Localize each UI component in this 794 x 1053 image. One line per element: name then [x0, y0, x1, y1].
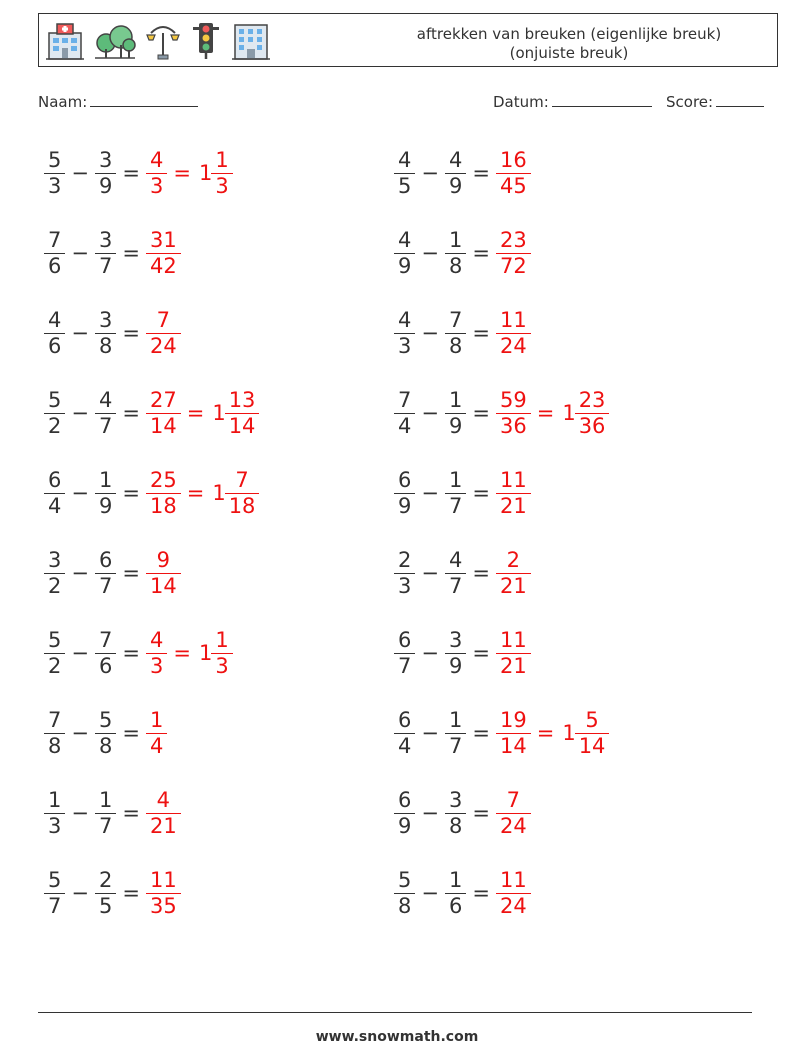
answer-fraction-numerator: 2 [506, 547, 521, 572]
answer-fraction [148, 148, 165, 199]
first-fraction-numerator: 5 [48, 147, 62, 172]
problem-18 [394, 781, 531, 845]
minus-sign: − [71, 561, 89, 585]
second-fraction-denominator: 7 [95, 813, 116, 839]
minus-sign: − [421, 401, 439, 425]
first-fraction [396, 228, 413, 279]
first-fraction-denominator: 9 [394, 493, 415, 519]
second-fraction-denominator: 8 [445, 253, 466, 279]
mixed-fraction-denominator: 36 [575, 413, 610, 439]
footer-url: www.snowmath.com [315, 1029, 479, 1045]
first-fraction-numerator: 5 [48, 387, 62, 412]
second-fraction-denominator: 7 [95, 573, 116, 599]
problem-1 [44, 141, 233, 205]
answer-fraction [148, 388, 179, 439]
problem-3 [44, 221, 181, 285]
first-fraction [396, 468, 413, 519]
second-fraction-numerator: 3 [448, 787, 463, 812]
first-fraction-denominator: 2 [44, 413, 65, 439]
second-fraction [97, 228, 114, 279]
second-fraction-denominator: 7 [95, 413, 116, 439]
answer-fraction [498, 868, 529, 919]
mixed-fraction-numerator: 1 [215, 627, 229, 652]
first-fraction [46, 628, 63, 679]
first-fraction [396, 148, 413, 199]
first-fraction-denominator: 3 [44, 813, 65, 839]
score-blank[interactable] [716, 92, 764, 107]
answer-fraction-denominator: 14 [146, 413, 181, 439]
answer-fraction-numerator: 59 [499, 387, 527, 412]
problem-10 [394, 461, 531, 525]
answer-fraction-denominator: 3 [146, 173, 167, 199]
first-fraction-denominator: 6 [44, 333, 65, 359]
answer-fraction-denominator: 21 [146, 813, 181, 839]
first-fraction-numerator: 4 [398, 307, 412, 332]
minus-sign: − [71, 241, 89, 265]
first-fraction-numerator: 6 [398, 627, 412, 652]
answer-fraction-numerator: 7 [156, 307, 171, 332]
answer-fraction [148, 628, 165, 679]
minus-sign: − [421, 721, 439, 745]
first-fraction-denominator: 9 [394, 813, 415, 839]
problem-17 [44, 781, 181, 845]
problem-15 [44, 701, 167, 765]
problem-13 [44, 621, 233, 685]
answer-fraction-denominator: 14 [146, 573, 181, 599]
answer-fraction-denominator: 24 [496, 893, 531, 919]
answer-fraction [148, 788, 179, 839]
second-fraction-numerator: 1 [98, 787, 113, 812]
worksheet-title [389, 25, 749, 63]
second-fraction [447, 388, 464, 439]
mixed-fraction-denominator: 14 [575, 733, 610, 759]
second-fraction-numerator: 6 [98, 547, 113, 572]
problem-4 [394, 221, 531, 285]
mixed-equals-sign: = [536, 721, 555, 745]
answer-fraction [148, 548, 179, 599]
mixed-fraction-denominator: 14 [225, 413, 260, 439]
minus-sign: − [71, 721, 89, 745]
first-fraction-denominator: 8 [394, 893, 415, 919]
first-fraction [46, 788, 63, 839]
equals-sign: = [472, 321, 490, 345]
mixed-fraction-numerator: 7 [235, 467, 249, 492]
answer-fraction-denominator: 35 [146, 893, 181, 919]
answer-fraction [148, 708, 165, 759]
first-fraction-denominator: 8 [44, 733, 65, 759]
problem-2 [394, 141, 531, 205]
second-fraction [97, 148, 114, 199]
minus-sign: − [71, 321, 89, 345]
second-fraction-numerator: 1 [448, 467, 463, 492]
first-fraction [396, 628, 413, 679]
answer-fraction-numerator: 23 [499, 227, 527, 252]
first-fraction-numerator: 6 [48, 467, 62, 492]
mixed-fraction-denominator: 3 [211, 653, 232, 679]
second-fraction-numerator: 1 [448, 227, 463, 252]
equals-sign: = [472, 481, 490, 505]
answer-fraction [498, 708, 529, 759]
first-fraction-numerator: 7 [48, 707, 62, 732]
first-fraction-denominator: 7 [394, 653, 415, 679]
first-fraction [396, 308, 413, 359]
mixed-whole-part: 1 [198, 641, 213, 665]
minus-sign: − [421, 561, 439, 585]
second-fraction [97, 708, 114, 759]
second-fraction [97, 468, 114, 519]
answer-fraction-numerator: 1 [149, 707, 164, 732]
name-blank[interactable] [90, 92, 198, 107]
second-fraction-denominator: 7 [445, 733, 466, 759]
minus-sign: − [421, 241, 439, 265]
mixed-fraction-numerator: 13 [228, 387, 256, 412]
answer-fraction-numerator: 11 [499, 307, 527, 332]
first-fraction-numerator: 5 [398, 867, 412, 892]
mixed-equals-sign: = [186, 481, 205, 505]
equals-sign: = [122, 241, 140, 265]
first-fraction [46, 308, 63, 359]
answer-fraction-numerator: 19 [499, 707, 527, 732]
equals-sign: = [122, 641, 140, 665]
equals-sign: = [472, 401, 490, 425]
second-fraction-denominator: 9 [445, 653, 466, 679]
traffic-light-icon [189, 21, 223, 61]
answer-fraction-numerator: 11 [149, 867, 177, 892]
first-fraction-numerator: 3 [48, 547, 62, 572]
minus-sign: − [421, 481, 439, 505]
footer-divider [38, 1012, 752, 1013]
minus-sign: − [71, 401, 89, 425]
mixed-fraction [213, 148, 230, 199]
second-fraction-numerator: 3 [98, 227, 113, 252]
first-fraction [46, 708, 63, 759]
first-fraction-numerator: 6 [398, 787, 412, 812]
answer-fraction [498, 628, 529, 679]
first-fraction [396, 708, 413, 759]
second-fraction-numerator: 3 [448, 627, 463, 652]
answer-fraction [498, 308, 529, 359]
first-fraction [396, 868, 413, 919]
second-fraction-numerator: 1 [448, 867, 463, 892]
minus-sign: − [71, 801, 89, 825]
first-fraction [396, 548, 413, 599]
answer-fraction-numerator: 16 [499, 147, 527, 172]
second-fraction-denominator: 9 [95, 173, 116, 199]
mixed-whole-part: 1 [562, 721, 576, 745]
equals-sign: = [122, 161, 140, 185]
first-fraction-numerator: 6 [398, 707, 412, 732]
second-fraction [97, 308, 114, 359]
second-fraction-denominator: 9 [445, 413, 466, 439]
problem-8 [394, 381, 609, 445]
answer-fraction-numerator: 11 [499, 867, 527, 892]
first-fraction-denominator: 9 [394, 253, 415, 279]
answer-fraction-denominator: 24 [496, 813, 531, 839]
answer-fraction-numerator: 4 [156, 787, 171, 812]
second-fraction-denominator: 6 [445, 893, 466, 919]
header-icons [45, 20, 271, 62]
first-fraction-numerator: 6 [398, 467, 412, 492]
date-blank[interactable] [552, 92, 652, 107]
answer-fraction-denominator: 72 [496, 253, 531, 279]
second-fraction-numerator: 3 [98, 307, 113, 332]
first-fraction [46, 468, 63, 519]
equals-sign: = [122, 561, 140, 585]
second-fraction [97, 868, 114, 919]
answer-fraction-denominator: 42 [146, 253, 181, 279]
first-fraction-numerator: 7 [398, 387, 412, 412]
mixed-fraction-numerator: 1 [215, 147, 229, 172]
answer-fraction-numerator: 25 [149, 467, 177, 492]
second-fraction [97, 548, 114, 599]
equals-sign: = [472, 641, 490, 665]
equals-sign: = [122, 481, 140, 505]
problem-19 [44, 861, 181, 925]
answer-fraction [498, 228, 529, 279]
equals-sign: = [122, 801, 140, 825]
first-fraction [46, 548, 63, 599]
second-fraction-denominator: 6 [95, 653, 116, 679]
problem-20 [394, 861, 531, 925]
mixed-fraction-numerator: 23 [578, 387, 606, 412]
first-fraction-denominator: 5 [394, 173, 415, 199]
mixed-fraction-numerator: 5 [585, 707, 599, 732]
mixed-whole-part: 1 [212, 401, 226, 425]
mixed-whole-part: 1 [562, 401, 576, 425]
date-label: Datum: [493, 93, 549, 111]
office-building-icon [231, 21, 271, 61]
second-fraction [447, 308, 464, 359]
first-fraction-denominator: 2 [44, 653, 65, 679]
second-fraction-denominator: 8 [445, 333, 466, 359]
problem-16 [394, 701, 609, 765]
score-label: Score: [666, 93, 714, 111]
problem-12 [394, 541, 531, 605]
second-fraction [447, 148, 464, 199]
mixed-fraction-denominator: 18 [225, 493, 260, 519]
answer-fraction-denominator: 18 [146, 493, 181, 519]
second-fraction-denominator: 7 [445, 573, 466, 599]
answer-fraction [148, 468, 179, 519]
answer-fraction-denominator: 45 [496, 173, 531, 199]
mixed-equals-sign: = [186, 401, 205, 425]
answer-fraction [148, 308, 179, 359]
title-line-2: (onjuiste breuk) [509, 44, 629, 62]
answer-fraction-denominator: 21 [496, 653, 531, 679]
first-fraction-numerator: 5 [48, 867, 62, 892]
equals-sign: = [122, 321, 140, 345]
mixed-whole-part: 1 [198, 161, 213, 185]
first-fraction [46, 868, 63, 919]
answer-fraction-denominator: 24 [496, 333, 531, 359]
answer-fraction [498, 148, 529, 199]
answer-fraction-denominator: 14 [496, 733, 531, 759]
mixed-fraction [227, 388, 258, 439]
answer-fraction-denominator: 24 [146, 333, 181, 359]
second-fraction-denominator: 5 [95, 893, 116, 919]
second-fraction [97, 788, 114, 839]
minus-sign: − [71, 481, 89, 505]
first-fraction-numerator: 7 [48, 227, 62, 252]
problem-6 [394, 301, 531, 365]
first-fraction [396, 388, 413, 439]
equals-sign: = [122, 401, 140, 425]
second-fraction-numerator: 4 [98, 387, 113, 412]
problem-7 [44, 381, 259, 445]
first-fraction-numerator: 4 [48, 307, 62, 332]
minus-sign: − [421, 641, 439, 665]
answer-fraction-numerator: 31 [149, 227, 177, 252]
first-fraction-numerator: 1 [48, 787, 62, 812]
mixed-equals-sign: = [173, 641, 191, 665]
name-label: Naam: [38, 93, 88, 111]
street-lamp-icon [145, 21, 181, 61]
mixed-fraction [227, 468, 258, 519]
second-fraction-denominator: 7 [445, 493, 466, 519]
answer-fraction-denominator: 4 [146, 733, 167, 759]
second-fraction-numerator: 5 [98, 707, 113, 732]
minus-sign: − [421, 801, 439, 825]
second-fraction-numerator: 3 [98, 147, 113, 172]
answer-fraction-numerator: 11 [499, 467, 527, 492]
problem-5 [44, 301, 181, 365]
equals-sign: = [472, 801, 490, 825]
first-fraction-numerator: 5 [48, 627, 62, 652]
name-field [38, 92, 198, 111]
first-fraction-numerator: 2 [398, 547, 412, 572]
second-fraction-numerator: 4 [448, 547, 463, 572]
first-fraction [46, 388, 63, 439]
first-fraction-denominator: 2 [44, 573, 65, 599]
answer-fraction [498, 548, 529, 599]
second-fraction-numerator: 7 [448, 307, 463, 332]
answer-fraction-numerator: 27 [149, 387, 177, 412]
answer-fraction-numerator: 4 [149, 147, 164, 172]
answer-fraction-denominator: 21 [496, 493, 531, 519]
second-fraction [447, 468, 464, 519]
second-fraction [97, 628, 114, 679]
minus-sign: − [421, 881, 439, 905]
first-fraction [46, 228, 63, 279]
first-fraction [396, 788, 413, 839]
mixed-fraction [213, 628, 230, 679]
header-box [38, 13, 778, 67]
second-fraction-denominator: 8 [95, 733, 116, 759]
second-fraction [447, 708, 464, 759]
first-fraction-denominator: 7 [44, 893, 65, 919]
answer-fraction [498, 388, 529, 439]
mixed-fraction [577, 708, 608, 759]
problem-14 [394, 621, 531, 685]
first-fraction-denominator: 4 [394, 413, 415, 439]
second-fraction-numerator: 7 [98, 627, 113, 652]
second-fraction-numerator: 1 [98, 467, 113, 492]
second-fraction-numerator: 1 [448, 707, 463, 732]
second-fraction [447, 228, 464, 279]
minus-sign: − [421, 161, 439, 185]
mixed-fraction [577, 388, 608, 439]
equals-sign: = [472, 561, 490, 585]
second-fraction [447, 868, 464, 919]
second-fraction [447, 548, 464, 599]
second-fraction [447, 628, 464, 679]
equals-sign: = [472, 241, 490, 265]
answer-fraction-numerator: 4 [149, 627, 164, 652]
equals-sign: = [472, 881, 490, 905]
mixed-whole-part: 1 [212, 481, 226, 505]
second-fraction-denominator: 9 [95, 493, 116, 519]
mixed-equals-sign: = [536, 401, 555, 425]
answer-fraction-numerator: 11 [499, 627, 527, 652]
first-fraction-denominator: 6 [44, 253, 65, 279]
mixed-fraction-denominator: 3 [211, 173, 232, 199]
trees-icon [93, 21, 137, 61]
mixed-equals-sign: = [173, 161, 191, 185]
equals-sign: = [472, 161, 490, 185]
first-fraction-denominator: 3 [44, 173, 65, 199]
second-fraction-denominator: 8 [445, 813, 466, 839]
second-fraction [447, 788, 464, 839]
second-fraction-denominator: 7 [95, 253, 116, 279]
hospital-icon [45, 21, 85, 61]
first-fraction-numerator: 4 [398, 227, 412, 252]
second-fraction-numerator: 1 [448, 387, 463, 412]
answer-fraction-denominator: 36 [496, 413, 531, 439]
second-fraction-numerator: 4 [448, 147, 463, 172]
first-fraction-denominator: 4 [394, 733, 415, 759]
second-fraction-denominator: 9 [445, 173, 466, 199]
minus-sign: − [71, 881, 89, 905]
equals-sign: = [122, 881, 140, 905]
first-fraction-denominator: 3 [394, 333, 415, 359]
second-fraction-numerator: 2 [98, 867, 113, 892]
minus-sign: − [71, 161, 89, 185]
answer-fraction-numerator: 9 [156, 547, 171, 572]
date-field [493, 92, 652, 111]
second-fraction-denominator: 8 [95, 333, 116, 359]
answer-fraction [498, 468, 529, 519]
title-line-1: aftrekken van breuken (eigenlijke breuk) [416, 25, 722, 43]
answer-fraction [498, 788, 529, 839]
equals-sign: = [472, 721, 490, 745]
score-field [666, 92, 764, 111]
equals-sign: = [122, 721, 140, 745]
second-fraction [97, 388, 114, 439]
answer-fraction [148, 868, 179, 919]
problem-9 [44, 461, 259, 525]
answer-fraction-denominator: 21 [496, 573, 531, 599]
problem-11 [44, 541, 181, 605]
minus-sign: − [421, 321, 439, 345]
minus-sign: − [71, 641, 89, 665]
first-fraction [46, 148, 63, 199]
answer-fraction-denominator: 3 [146, 653, 167, 679]
first-fraction-denominator: 3 [394, 573, 415, 599]
first-fraction-denominator: 4 [44, 493, 65, 519]
answer-fraction-numerator: 7 [506, 787, 521, 812]
answer-fraction [148, 228, 179, 279]
first-fraction-numerator: 4 [398, 147, 412, 172]
